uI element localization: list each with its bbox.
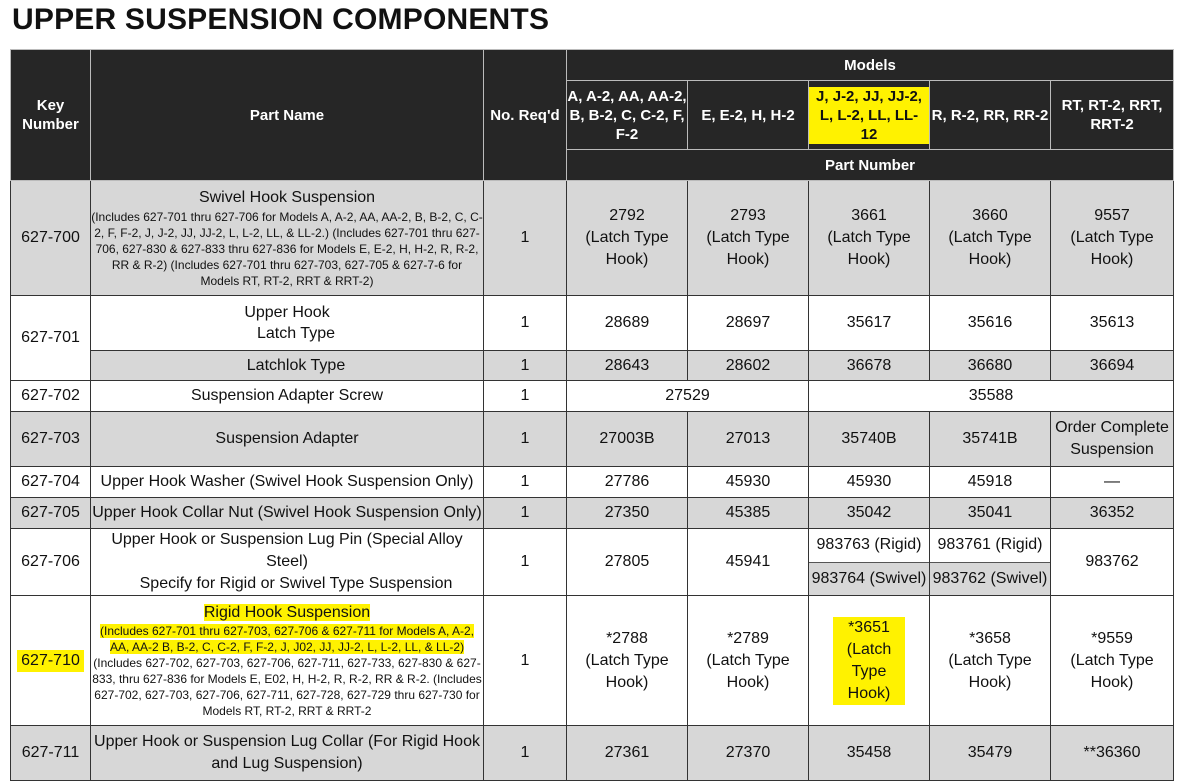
key-number: 627-700 [11,181,91,296]
part-number: 35613 [1051,296,1174,351]
header-models: Models [567,50,1174,81]
table-row [11,498,1174,529]
part-number: 45385 [688,498,809,529]
part-number: *2788 (Latch Type Hook) [567,596,688,726]
table-row [11,726,1174,781]
header-key-number: Key Number [11,50,91,181]
header-no-reqd: No. Req'd [484,50,567,181]
key-number: 627-701 [11,296,91,381]
part-name-sub: Latch Type [257,325,335,342]
part-name [91,351,484,381]
part-number: *2789 (Latch Type Hook) [688,596,809,726]
part-number: 9557 (Latch Type Hook) [1051,181,1174,296]
key-number: 627-705 [11,498,91,529]
part-number: **36360 [1051,726,1174,781]
part-number-rigid: 983763 (Rigid) [816,536,922,554]
part-name: Upper Hook Washer (Swivel Hook Suspension Only) [91,467,484,498]
part-number: 27786 [567,467,688,498]
part-number: 35740B [809,412,930,467]
part-name-sub: Latchlok Type [246,356,346,374]
no-reqd: 1 [484,596,567,726]
part-number: 2792 (Latch Type Hook) [567,181,688,296]
key-number: 627-706 [11,529,91,596]
part-number: 36680 [930,351,1051,381]
header-model-col: E, E-2, H, H-2 [688,81,809,150]
part-number: 35617 [809,296,930,351]
part-number-split [809,529,930,596]
part-number: Order Complete Suspension [1051,412,1174,467]
part-number: 27370 [688,726,809,781]
part-number: 45930 [809,467,930,498]
table-row [11,296,1174,351]
table-row [11,467,1174,498]
part-number: 45930 [688,467,809,498]
table-row [11,381,1174,412]
part-number: 45941 [688,529,809,596]
part-number-swivel: 983762 (Swivel) [930,562,1050,596]
part-name-note: (Includes 627-701 thru 627-706 for Models A, A-2, AA, AA-2, B, B-2, C, C-2, F, F-2, J, J-2, JJ, JJ-2, L, L-2, LL, & LL-2.) (Includes 627-701 thru 627-706, 627-830 & 627-833 thru 627-836 for Models E, E-2, H, H-2, R, R-2, RR & R-2) (Includes 627-701 thru 627-703, 627-705 & 627-7-6 for Models RT, RT-2, RRT & RRT-2) [91,210,483,288]
no-reqd: 1 [484,726,567,781]
part-name [91,296,484,351]
header-part-number: Part Number [567,150,1174,181]
highlight-mark: J, J-2, JJ, JJ-2, L, L-2, LL, LL-12 [809,87,929,144]
header-part-name: Part Name [91,50,484,181]
part-number-split [930,529,1051,596]
part-number: *9559 (Latch Type Hook) [1051,596,1174,726]
part-name-title: Upper Hook [244,304,330,321]
highlight-mark: *3651 (Latch Type Hook) [833,617,905,705]
no-reqd: 1 [484,467,567,498]
part-number: 36694 [1051,351,1174,381]
key-number: 627-711 [11,726,91,781]
part-name: Upper Hook Collar Nut (Swivel Hook Suspension Only) [91,498,484,529]
no-reqd: 1 [484,412,567,467]
part-number: 36678 [809,351,930,381]
no-reqd: 1 [484,529,567,596]
part-name: Suspension Adapter Screw [91,381,484,412]
part-number: — [1051,467,1174,498]
part-number-highlighted [809,596,930,726]
part-name-sub: Specify for Rigid or Swivel Type Suspension [139,575,453,592]
table-row [11,412,1174,467]
table-row [11,181,1174,296]
parts-table [10,49,1174,781]
part-number: 35041 [930,498,1051,529]
part-number: 27805 [567,529,688,596]
part-number: 2793 (Latch Type Hook) [688,181,809,296]
part-name [91,181,484,296]
header-model-col: R, R-2, RR, RR-2 [930,81,1051,150]
part-name: Upper Hook or Suspension Lug Collar (For Rigid Hook and Lug Suspension) [91,726,484,781]
part-number: 35042 [809,498,930,529]
key-number [11,596,91,726]
key-number: 627-704 [11,467,91,498]
part-number: 35588 [809,381,1174,412]
part-number: 27003B [567,412,688,467]
part-name: Suspension Adapter [91,412,484,467]
header-model-col: A, A-2, AA, AA-2, B, B-2, C, C-2, F, F-2 [567,81,688,150]
no-reqd: 1 [484,498,567,529]
part-name-title: Rigid Hook Suspension [203,603,371,621]
part-number: 28643 [567,351,688,381]
no-reqd: 1 [484,296,567,351]
no-reqd: 1 [484,181,567,296]
table-row [11,529,1174,596]
part-number: 35741B [930,412,1051,467]
part-number: *3658 (Latch Type Hook) [930,596,1051,726]
part-number: 27361 [567,726,688,781]
part-number: 3661 (Latch Type Hook) [809,181,930,296]
key-number: 627-703 [11,412,91,467]
part-number: 35458 [809,726,930,781]
key-number: 627-702 [11,381,91,412]
part-number: 27013 [688,412,809,467]
part-number: 27350 [567,498,688,529]
header-model-col-highlighted [809,81,930,150]
header-model-col: RT, RT-2, RRT, RRT-2 [1051,81,1174,150]
part-name-note: (Includes 627-702, 627-703, 627-706, 627-711, 627-733, 627-830 & 627-833, thru 627-836 for Models E, E02, H, H-2, R, R-2, RR & R-2. (Includes 627-702, 627-703, 627-706, 627-711, 627-728, 627-729 thru 627-730 for Models RT, RT-2, RRT & RRT-2 [92,655,482,718]
part-name-title: Upper Hook or Suspension Lug Pin (Special Alloy Steel) [111,531,463,570]
no-reqd: 1 [484,381,567,412]
part-number-rigid: 983761 (Rigid) [937,536,1043,554]
part-number-swivel: 983764 (Swivel) [809,562,929,596]
part-number: 35616 [930,296,1051,351]
page-title: UPPER SUSPENSION COMPONENTS [12,3,550,36]
part-name [91,596,484,726]
part-number: 27529 [567,381,809,412]
part-name [91,529,484,596]
part-name-note-highlighted: (Includes 627-701 thru 627-703, 627-706 & 627-711 for Models A, A-2, AA, AA-2 B, B-2, C, C-2, F, F-2, J, J02, JJ, JJ-2, L, L-2, LL, & LL-2) [99,623,475,654]
part-name-title: Swivel Hook Suspension [198,189,376,206]
part-number: 983762 [1051,529,1174,596]
part-number: 35479 [930,726,1051,781]
part-number: 3660 (Latch Type Hook) [930,181,1051,296]
part-number: 28602 [688,351,809,381]
table-row [11,596,1174,726]
no-reqd: 1 [484,351,567,381]
table-row [11,351,1174,381]
part-number: 36352 [1051,498,1174,529]
part-number: 28689 [567,296,688,351]
part-number: 45918 [930,467,1051,498]
part-number: 28697 [688,296,809,351]
highlight-mark: 627-710 [17,650,84,672]
